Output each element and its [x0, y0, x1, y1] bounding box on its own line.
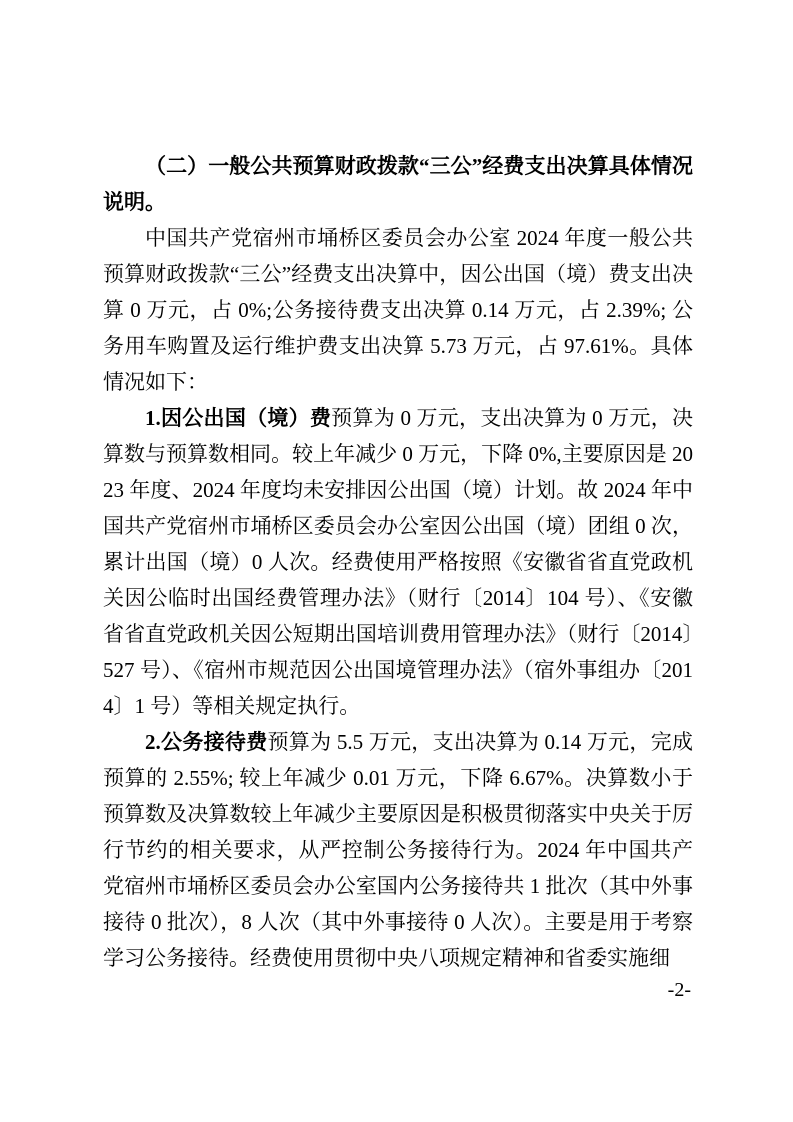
paragraph-official-reception [103, 724, 693, 976]
paragraph-overseas-travel-lead: 1.因公出国（境）费 [145, 406, 332, 430]
page-number: -2- [667, 979, 691, 1001]
paragraph-overseas-travel [103, 400, 693, 724]
section-heading: （二）一般公共预算财政拨款“三公”经费支出决算具体情况说明。 [103, 154, 693, 214]
document-content [103, 148, 693, 976]
paragraph-official-reception-lead: 2.公务接待费 [145, 730, 268, 754]
paragraph-overview-text: 中国共产党宿州市埇桥区委员会办公室 2024 年度一般公共预算财政拨款“三公”经费支出决算中，因公出国（境）费支出决算 0 万元，占 0%;公务接待费支出决算 0.14 万元，占 2.39%; 公务用车购置及运行维护费支出决算 5.73 万元，占 97.61%。具体情况如下： [103, 226, 693, 394]
paragraph-overview [103, 220, 693, 400]
paragraph-overseas-travel-text: 预算为 0 万元，支出决算为 0 万元，决算数与预算数相同。较上年减少 0 万元，下降 0%,主要原因是 2023 年度、2024 年度均未安排因公出国（境）计划。故 2024 年中国共产党宿州市埇桥区委员会办公室因公出国（境）团组 0 次，累计出国（境）0 人次。经费使用严格按照《安徽省省直党政机关因公临时出国经费管理办法》（财行〔2014〕104 号）、《安徽省省直党政机关因公短期出国培训费用管理办法》（财行〔2014〕527 号）、《宿州市规范因公出国境管理办法》（宿外事组办〔2014〕1 号）等相关规定执行。 [103, 406, 694, 718]
paragraph-official-reception-text: 预算为 5.5 万元，支出决算为 0.14 万元，完成预算的 2.55%; 较上年减少 0.01 万元，下降 6.67%。决算数小于预算数及决算数较上年减少主要原因是积极贯彻落实中央关于厉行节约的相关要求，从严控制公务接待行为。2024 年中国共产党宿州市埇桥区委员会办公室国内公务接待共 1 批次（其中外事接待 0 批次），8 人次（其中外事接待 0 人次）。主要是用于考察学习公务接待。经费使用贯彻中央八项规定精神和省委实施细 [103, 730, 694, 970]
